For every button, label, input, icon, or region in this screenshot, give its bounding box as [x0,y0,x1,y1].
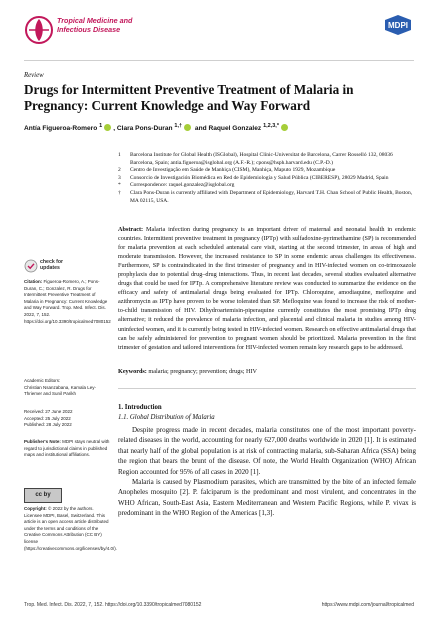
journal-logo-icon [24,15,54,45]
header-divider [24,60,414,61]
editors-label: Academic Editors: [24,378,61,383]
affiliation-text: Consorcio de Investigación Biomédica en Red de Epidemiología y Salud Pública (CIBERESP), 28029 Madrid, Spain [130,174,389,181]
journal-name-line1: Tropical Medicine and [57,16,133,25]
author-list: Antía Figueroa-Romero $^1$ , Clara Pons-Duran $^{1,\dagger}$ and Raquel Gonzalez $^{1,2,3,*}$ [24,123,290,132]
editors-block [24,378,110,398]
copyright-label: Copyright: [24,506,47,511]
publisher-note-label: Publisher's Note: [24,439,61,444]
check-for-updates[interactable] [40,259,63,271]
affiliation-text: Centro de Investigação em Saúde de Manhiça (CISM), Manhiça, Maputo 1929, Mozambique [130,167,336,174]
abstract-text: Malaria infection during pregnancy is an important driver of maternal and neonatal health in endemic countries. Intermittent preventive treatment in pregnancy (IPTp) with sulfadoxine-pyrimethamine (SP) is recommended for malaria prevention at each scheduled antenatal care visit, starting at the second trimester, in areas of high and moderate transmission. However, the increased resistance to SP in some endemic areas challenges its effectiveness. Furthermore, SP is contraindicated in the first trimester of pregnancy and in HIV-infected women on co-trimoxazole prophylaxis due to potential drug–drug interactions. Thus, in recent last decades, several studies evaluated alternative drugs that could be used for IPTp. A comprehensive literature review was conducted to summarize the evidence on the efficacy and safety of antimalarial drugs being evaluated for IPTp. Chloroquine, amodiaquine, mefloquine and azithromycin as IPTp have proven to be worse tolerated than SP. Mefloquine was found to increase the risk of mother-to-child transmission of HIV. Dihydroartemisin-piperaquine currently constitutes the most promising IPTp drug alternative; it reduced the prevalence of malaria infection, and placental and clinical malaria in studies among HIV-uninfected women, and it is currently being tested in HIV-infected women. Research on effective antimalarial drugs that can be safely administered for prevention to pregnant women should be prioritized. Malaria prevention in the first trimester of gestation and tailored interventions for HIV-infected women remain key research gaps to be addressed. [118,226,416,351]
published-date: Published: 28 July 2022 [24,422,72,428]
orcid-icon[interactable] [281,124,288,131]
check-updates-line2: updates [40,265,60,271]
affiliation-item [118,152,416,167]
affiliation-mark: 1 [118,152,121,158]
subsection-heading: 1.1. Global Distribution of Malaria [118,414,215,421]
paragraph-text: Despite progress made in recent decades, malaria constitutes one of the most important poverty-related diseases in the world, accounting for nearly 627,000 deaths worldwide in 2020 [1]. It is estimated that nearly half of the global population is at risk of contracting malaria, sub-Saharan Africa (SSA) being the region that bears the brunt of the disease. Of note, the World Health Organization (WHO) African Region accounted for 95% of all cases in 2020 [1]. [118,426,416,476]
author-affil-sup: 1,2,3,* [263,123,279,129]
author-affil-sup: 1,† [174,123,183,129]
affiliation-mark: 2 [118,167,121,174]
footer-citation[interactable]: Trop. Med. Infect. Dis. 2022, 7, 152. https://doi.org/10.3390/tropicalmed7080152 [24,602,202,608]
cc-license-badge[interactable] [24,488,62,503]
cc-by-label: cc by [35,492,51,498]
affiliation-mark: † [118,189,121,196]
affiliation-text: Barcelona Institute for Global Health (ISGlobal), Hospital Clínic-Universitat de Barcelona, Carrer Rosselló 132, 08036 Barcelona, Spain; antia.figueroa@isglobal.org (A.F.-R.); cpons@hsph.harvard.edu (C.P.-D.) [130,152,393,166]
citation-block [24,279,110,325]
body-paragraph [118,477,416,519]
accepted-date: Accepted: 25 July 2022 [24,415,71,421]
abstract-label: Abstract: [118,226,144,233]
mdpi-logo-icon[interactable] [383,14,413,36]
correspondence-text[interactable]: Correspondence: raquel.gonzalez@isglobal.org [130,182,235,189]
journal-name-line2: Infectious Disease [57,25,121,34]
affiliation-mark: * [118,182,121,189]
affiliations [118,152,416,205]
affiliation-mark: 3 [118,174,121,181]
keywords-label: Keywords: [118,368,147,375]
affiliation-item [118,182,416,190]
affiliation-item [118,190,416,205]
article-type: Review [24,72,44,79]
author-name[interactable]: Antía Figueroa-Romero [24,125,98,133]
mdpi-logo-text: MDPI [388,21,408,30]
publisher-note [24,439,110,459]
copyright-block [24,506,118,552]
received-date: Received: 27 June 2022 [24,409,73,414]
citation-text[interactable]: Figueroa-Romero, A.; Pons-Duran, C.; Gonzalez, R. Drugs for Intermittent Preventive Treatment of Malaria in Pregnancy: Current Knowledge and Way Forward. Trop. Med. Infect. Dis. 2022, 7, 152. https://doi.org/10.3390/tropicalmed7080152 [24,279,111,324]
citation-label: Citation: [24,279,43,284]
abstract [118,225,416,352]
body-paragraph [118,425,416,477]
author-affil-sup: 1 [99,123,103,129]
footer-journal-link[interactable]: https://www.mdpi.com/journal/tropicalmed [321,602,414,608]
check-updates-line1: check for [40,259,64,265]
author-name[interactable]: and Raquel Gonzalez [194,125,262,133]
affiliation-item [118,167,416,175]
paragraph-text: Malaria is caused by Plasmodium parasites, which are transmitted by the bite of an infected female Anopheles mosquito [2]. P. falciparum is the predominant and most virulent, and concentrates in the WHO African, South-East Asia, Eastern Mediterranean and Western Pacific Regions, while P. vivax is predominant in the WHO Region of the Americas [1,3]. [118,478,416,518]
orcid-icon[interactable] [104,124,111,131]
orcid-icon[interactable] [184,124,191,131]
affiliation-text: Clara Pons-Duran is currently affiliated with Department of Epidemiology, Harvard T.H. Chan School of Public Health, Boston, MA 02115, USA. [130,189,413,204]
section-divider [118,388,416,389]
journal-name[interactable] [57,16,132,34]
publisher-note-text: MDPI stays neutral with regard to jurisdictional claims in published maps and institutional affiliations. [24,439,110,458]
keywords-text: malaria; pregnancy; prevention; drugs; HIV [148,368,258,375]
check-for-updates-icon[interactable] [24,259,38,273]
article-title: Drugs for Intermittent Preventive Treatment of Malaria in Pregnancy: Current Knowledge and Way Forward [24,82,354,113]
author-name[interactable]: Clara Pons-Duran [116,125,173,133]
copyright-text: © 2022 by the authors. Licensee MDPI, Basel, Switzerland. This article is an open access article distributed under the terms and conditions of the Creative Commons Attribution (CC BY) license (https://creativecommons.org/licenses/by/4.0/). [24,506,118,551]
dates-block [24,409,110,429]
editors-text: Christian Nsanzabana, Kamala Ley-Thriemer and Sunil Parikh [24,384,97,397]
keywords [118,367,416,376]
section-heading: 1. Introduction [118,404,162,411]
affiliation-item [118,175,416,183]
